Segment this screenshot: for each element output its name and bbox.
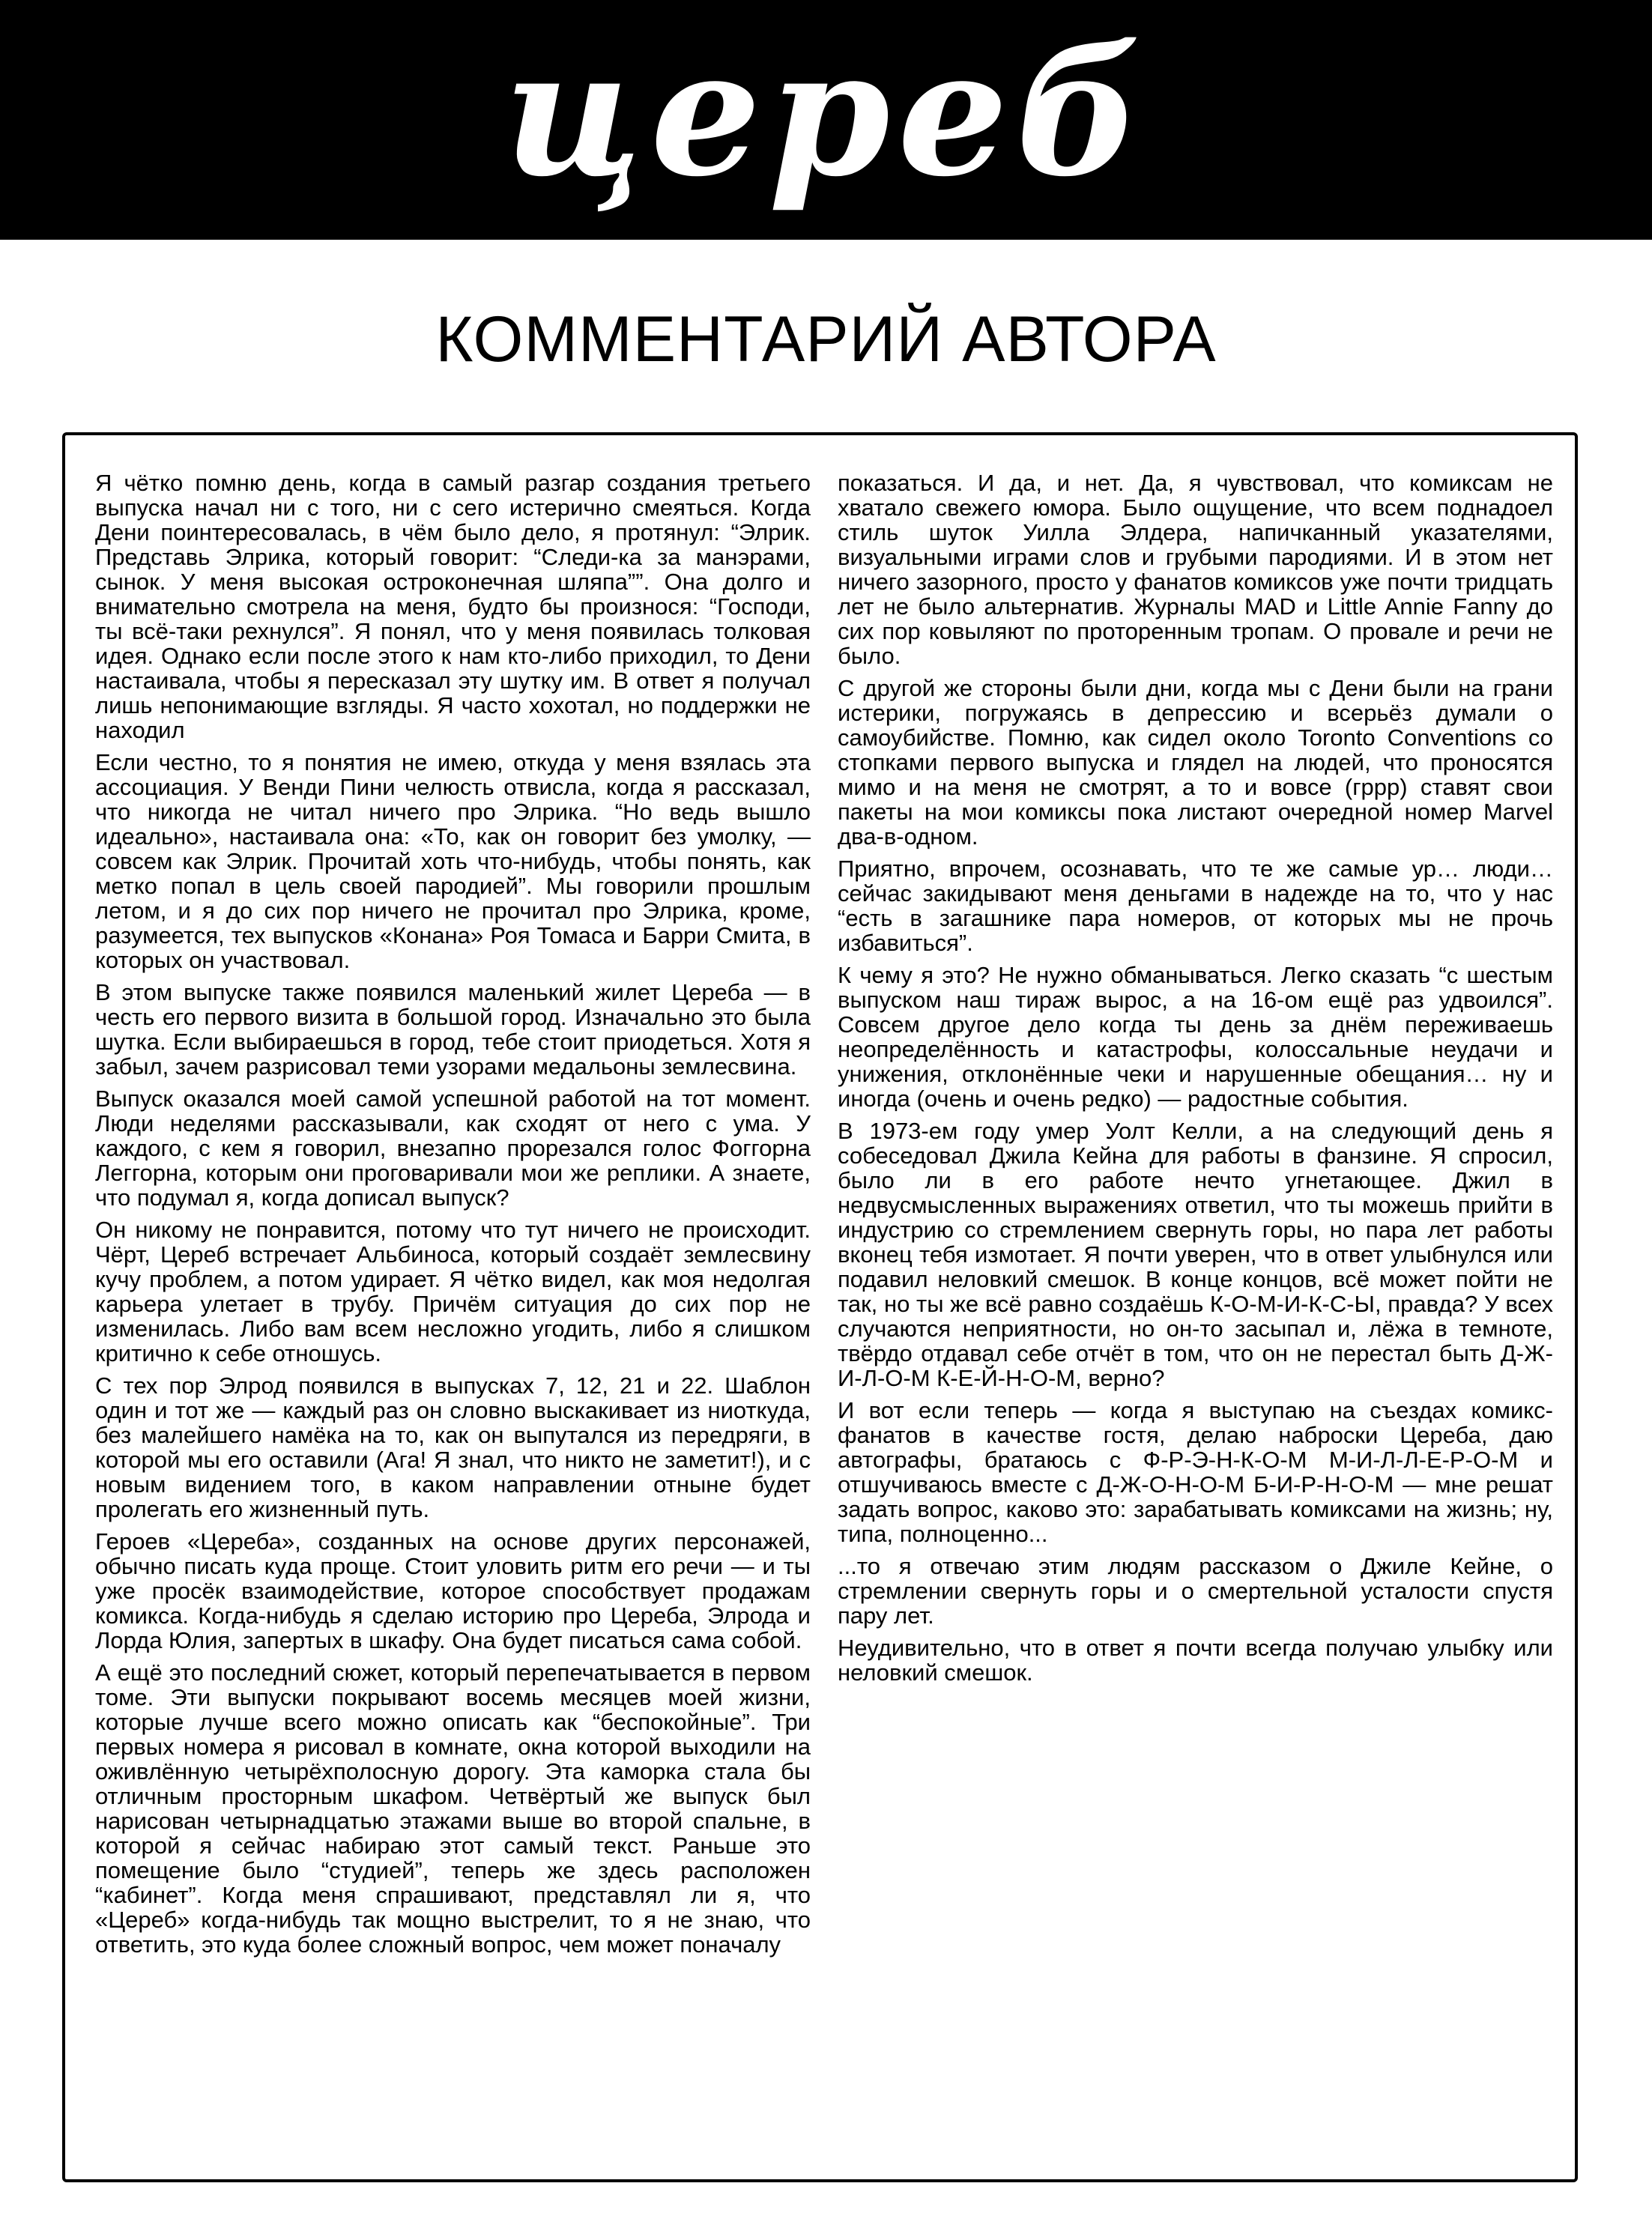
paragraph: А ещё это последний сюжет, который перепечатывается в первом томе. Эти выпуски покрывают восемь месяцев моей жизни, которые лучше всего можно описать как “беспокойные”. Три первых номера я рисовал в комнате, окна которой выходили на оживлённую четырёхполосную дорогу. Эта каморка стала бы отличным просторным шкафом. Четвёртый же выпуск был нарисован четырнадцатью этажами выше во второй спальне, в которой я сейчас набираю этот самый текст. Раньше это помещение было “студией”, теперь же здесь расположен “кабинет”. Когда меня спрашивают, представлял ли я, что «Цереб» когда-нибудь так мощно выстрелит, то я не знаю, что ответить, это куда более сложный вопрос, чем может поначалу (95, 1659, 811, 1958)
page-title: КОММЕНТАРИЙ АВТОРА (435, 303, 1217, 375)
paragraph: К чему я это? Не нужно обманываться. Легко сказать “с шестым выпуском наш тираж вырос, а на 16-ом ещё раз удвоился”. Совсем другое дело когда ты день за днём переживаешь неопределённость и катастрофы, колоссальные неудачи и унижения, отклонённые чеки и нарушенные обещания… ну и иногда (очень и очень редко) — радостные события. (838, 962, 1553, 1112)
paragraph: Приятно, впрочем, осознавать, что те же самые ур… люди… сейчас закидывают меня деньгами в надежде на то, что у нас “есть в загашнике пара номеров, от которых мы не прочь избавиться”. (838, 856, 1553, 956)
column-left (95, 470, 811, 1964)
column-right (838, 470, 1553, 1692)
paragraph: показаться. И да, и нет. Да, я чувствовал, что комиксам не хватало свежего юмора. Было ощущение, что всем поднадоел стиль шуток Уилла Элдера, напичканный указателями, визуальными играми слов и грубыми пародиями. И в этом нет ничего зазорного, просто у фанатов комиксов уже почти тридцать лет не было альтернатив. Журналы MAD и Little Annie Fanny до сих пор ковыляют по проторенным тропам. О провале и речи не было. (838, 470, 1553, 669)
paragraph: Он никому не понравится, потому что тут ничего не происходит. Чёрт, Цереб встречает Альбиноса, который создаёт землесвину кучу проблем, а потом удирает. Я чётко видел, как моя недолгая карьера улетает в трубу. Причём ситуация до сих пор не изменилась. Либо вам всем несложно угодить, либо я слишком критично к себе отношусь. (95, 1217, 811, 1366)
paragraph: Если честно, то я понятия не имею, откуда у меня взялась эта ассоциация. У Венди Пини челюсть отвисла, когда я рассказал, что никогда не читал ничего про Элрика. “Но ведь вышло идеально», настаивала она: «То, как он говорит без умолку, — совсем как Элрик. Прочитай хоть что-нибудь, чтобы понять, как метко попал в цель своей пародией”. Мы говорили прошлым летом, и я до сих пор ничего не прочитал про Элрика, кроме, разумеется, тех выпусков «Конана» Роя Томаса и Барри Смита, в которых он участвовал. (95, 749, 811, 973)
paragraph: С тех пор Элрод появился в выпусках 7, 12, 21 и 22. Шаблон один и тот же — каждый раз он словно выскакивает из ниоткуда, без малейшего намёка на то, как он выпутался из передряги, в которой мы его оставили (Ага! Я знал, что никто не заметит!), и с новым видением того, в каком направлении отныне будет пролегать его жизненный путь. (95, 1372, 811, 1522)
paragraph: В этом выпуске также появился маленький жилет Цереба — в честь его первого визита в большой город. Изначально это была шутка. Если выбираешься в город, тебе стоит приодеться. Хотя я забыл, зачем разрисовал теми узорами медальоны землесвина. (95, 979, 811, 1080)
paragraph: Выпуск оказался моей самой успешной работой на тот момент. Люди неделями рассказывали, как сходят от него с ума. У каждого, с кем я говорил, внезапно прорезался голос Фоггорна Леггорна, которым они проговаривали мои же реплики. А знаете, что подумал я, когда дописал выпуск? (95, 1086, 811, 1211)
masthead-title: церeб (503, 10, 1149, 215)
paragraph: В 1973-ем году умер Уолт Келли, а на следующий день я собеседовал Джила Кейна для работы в фанзине. Я спросил, было ли в его работе нечто угнетающее. Джил в недвусмысленных выражениях ответил, что ты можешь прийти в индустрию со стремлением свернуть горы, но пара лет работы вконец тебя измотает. Я почти уверен, что в ответ улыбнулся или подавил неловкий смешок. В конце концов, всё может пойти не так, но ты же всё равно создаёшь К-О-М-И-К-С-Ы, правда? У всех случаются неприятности, но он-то засыпал и, лёжа в темноте, твёрдо отдавал себе отчёт в том, что он не перестал быть Д-Ж-И-Л-О-М К-Е-Й-Н-О-М, верно? (838, 1118, 1553, 1391)
paragraph: Героев «Цереба», созданных на основе других персонажей, обычно писать куда проще. Стоит уловить ритм его речи — и ты уже просёк взаимодействие, которое способствует продажам комикса. Когда-нибудь я сделаю историю про Цереба, Элрода и Лорда Юлия, запертых в шкафу. Она будет писаться сама собой. (95, 1528, 811, 1653)
paragraph: И вот если теперь — когда я выступаю на съездах комикс-фанатов в качестве гостя, делаю наброски Цереба, даю автографы, братаюсь с Ф-Р-Э-Н-К-О-М М-И-Л-Л-Е-Р-О-М и отшучиваюсь вместе с Д-Ж-О-Н-О-М Б-И-Р-Н-О-М — мне решат задать вопрос, каково это: зарабатывать комиксами на жизнь; ну, типа, полноценно... (838, 1397, 1553, 1547)
paragraph: Неудивительно, что в ответ я почти всегда получаю улыбку или неловкий смешок. (838, 1635, 1553, 1686)
paragraph: ...то я отвечаю этим людям рассказом о Джиле Кейне, о стремлении свернуть горы и о смертельной усталости спустя пару лет. (838, 1553, 1553, 1629)
paragraph: С другой же стороны были дни, когда мы с Дени были на грани истерики, погружаясь в депрессию и всерьёз думали о самоубийстве. Помню, как сидел около Toronto Conventions со стопками первого выпуска и глядел на людей, что проносятся мимо и на меня не смотрят, а то и вовсе (гррр) ставят свои пакеты на мои комиксы пока листают очередной номер Marvel два-в-одном. (838, 675, 1553, 850)
paragraph: Я чётко помню день, когда в самый разгар создания третьего выпуска начал ни с того, ни с сего истерично смеяться. Когда Дени поинтересовалась, в чём было дело, я протянул: “Элрик. Представь Элрика, который говорит: “Следи-ка за манэрами, сынок. У меня высокая остроконечная шляпа””. Она долго и внимательно смотрела на меня, будто бы произнося: “Господи, ты всё-таки рехнулся”. Я понял, что у меня появилась толковая идея. Однако если после этого к нам кто-либо приходил, то Дени настаивала, чтобы я пересказал эту шутку им. В ответ я получал лишь непонимающие взгляды. Я часто хохотал, но поддержки не находил (95, 470, 811, 743)
masthead-banner (0, 0, 1652, 240)
